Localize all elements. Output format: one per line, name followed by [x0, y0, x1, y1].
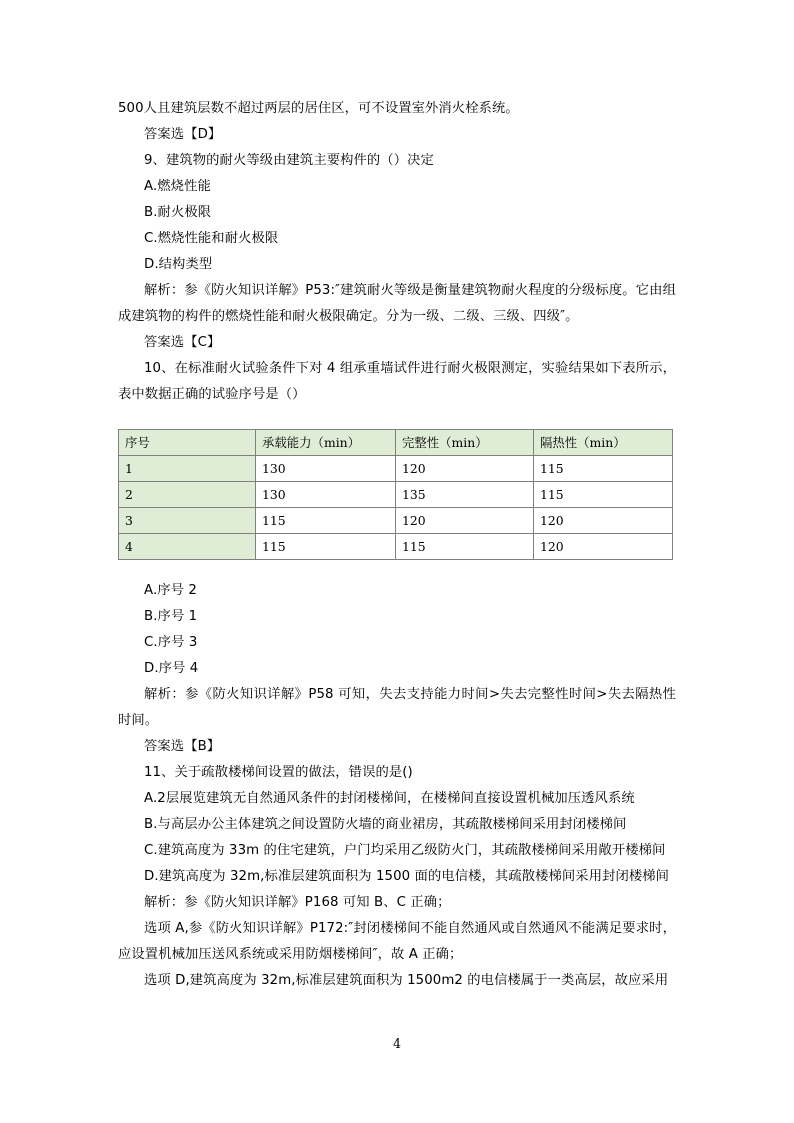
paragraph: C.建筑高度为 33m 的住宅建筑，户门均采用乙级防火门，其疏散楼梯间采用敞开楼梯间 [144, 843, 666, 858]
paragraph-block-after-table [118, 578, 676, 994]
cell-integrity: 135 [396, 482, 534, 508]
cell-integrity: 120 [396, 456, 534, 482]
cell-integrity: 120 [396, 508, 534, 534]
cell-load-bearing: 130 [256, 482, 396, 508]
paragraph: A.燃烧性能 [144, 179, 211, 194]
paragraph: 答案选【D】 [144, 127, 222, 142]
paragraph: 选项 D,建筑高度为 32m,标准层建筑面积为 1500m2 的电信楼属于一类高层，故应采用 [144, 973, 669, 988]
cell-integrity: 115 [396, 534, 534, 560]
paragraph: 答案选【B】 [144, 739, 221, 754]
cell-load-bearing: 130 [256, 456, 396, 482]
cell-insulation: 115 [534, 456, 673, 482]
table-header-row [119, 430, 673, 456]
cell-index: 2 [119, 482, 256, 508]
paragraph: B.与高层办公主体建筑之间设置防火墙的商业裙房，其疏散楼梯间采用封闭楼梯间 [144, 817, 627, 832]
paragraph: C.燃烧性能和耐火极限 [144, 231, 279, 246]
cell-index: 3 [119, 508, 256, 534]
cell-index: 4 [119, 534, 256, 560]
cell-index: 1 [119, 456, 256, 482]
column-header-index: 序号 [119, 430, 256, 456]
cell-load-bearing: 115 [256, 508, 396, 534]
paragraph: B.耐火极限 [144, 205, 212, 220]
table-row [119, 482, 673, 508]
paragraph: D.建筑高度为 32m,标准层建筑面积为 1500 面的电信楼，其疏散楼梯间采用封闭楼梯间 [144, 869, 670, 884]
table-row [119, 534, 673, 560]
paragraph: D.结构类型 [144, 257, 213, 272]
column-header-integrity: 完整性（min） [396, 430, 534, 456]
paragraph: 9、建筑物的耐火等级由建筑主要构件的（）决定 [144, 153, 434, 168]
paragraph: A.序号 2 [144, 583, 197, 598]
column-header-insulation: 隔热性（min） [534, 430, 673, 456]
fire-resistance-results-table [118, 429, 673, 560]
cell-insulation: 120 [534, 508, 673, 534]
page-content [118, 96, 676, 994]
paragraph: A.2层展览建筑无自然通风条件的封闭楼梯间，在楼梯间直接设置机械加压透风系统 [144, 791, 635, 806]
paragraph: 解析：参《防火知识详解》P58 可知，失去支持能力时间>失去完整性时间>失去隔热性时间。 [118, 687, 676, 728]
paragraph: 答案选【C】 [144, 335, 221, 350]
paragraph: C.序号 3 [144, 635, 198, 650]
column-header-load-bearing: 承载能力（min） [256, 430, 396, 456]
fire-resistance-results-table-wrapper [118, 429, 672, 560]
cell-insulation: 120 [534, 534, 673, 560]
paragraph: 选项 A,参《防火知识详解》P172:″封闭楼梯间不能自然通风或自然通风不能满足要求时，应设置机械加压送风系统或采用防烟楼梯间″，故 A 正确； [118, 921, 676, 962]
paragraph: 解析：参《防火知识详解》P53:″建筑耐火等级是衡量建筑物耐火程度的分级标度。它由组成建筑物的构件的燃烧性能和耐火极限确定。分为一级、二级、三级、四级″。 [118, 283, 676, 324]
paragraph-block-before-table [118, 96, 676, 408]
paragraph: 500人且建筑层数不超过两层的居住区，可不设置室外消火栓系统。 [118, 101, 519, 116]
page-number: 4 [392, 1036, 401, 1051]
table-row [119, 456, 673, 482]
paragraph: B.序号 1 [144, 609, 198, 624]
paragraph: 解析：参《防火知识详解》P168 可知 B、C 正确； [144, 895, 451, 910]
paragraph: 11、关于疏散楼梯间设置的做法，错误的是() [144, 765, 413, 780]
cell-insulation: 115 [534, 482, 673, 508]
table-row [119, 508, 673, 534]
paragraph: D.序号 4 [144, 661, 199, 676]
paragraph: 10、在标准耐火试验条件下对 4 组承重墙试件进行耐火极限测定，实验结果如下表所示，表中数据正确的试验序号是（） [118, 361, 676, 402]
cell-load-bearing: 115 [256, 534, 396, 560]
